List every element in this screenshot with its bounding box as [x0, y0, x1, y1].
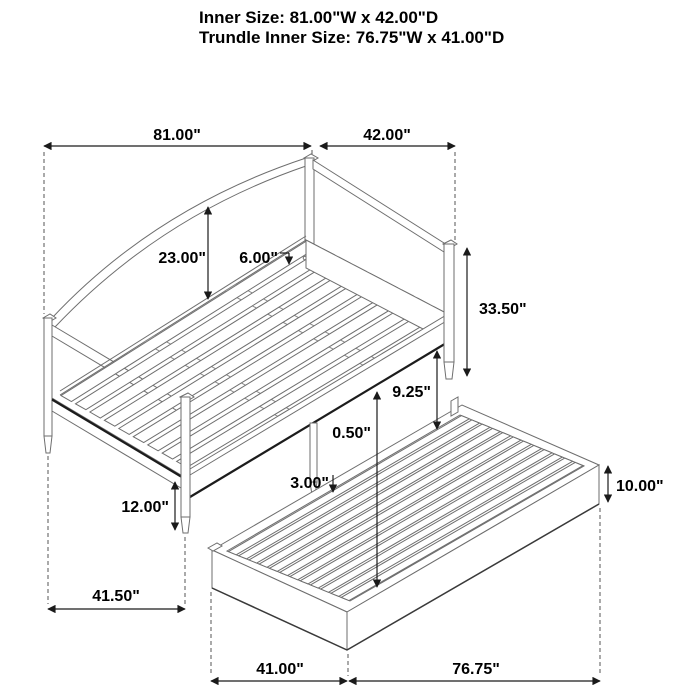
- dim-post-height: [467, 248, 527, 376]
- dim-trundle-clearance-label: 0.50": [332, 425, 371, 442]
- front-left-foot: [181, 517, 190, 533]
- center-leg: [310, 423, 317, 482]
- dim-base-depth-label: 41.50": [92, 588, 140, 605]
- right-panel-top-rail: [313, 160, 444, 252]
- dim-trundle-rail-height-label: 3.00": [290, 475, 329, 492]
- front-right-foot: [444, 362, 454, 379]
- dim-post-height-label: 33.50": [479, 301, 527, 318]
- trundle-corner-stub: [451, 397, 458, 416]
- header-inner-size: Inner Size: 81.00"W x 42.00"D: [199, 8, 439, 27]
- back-left-post: [44, 318, 52, 436]
- dim-trundle-height-label: 10.00": [616, 478, 664, 495]
- dim-leg-height: [121, 482, 175, 530]
- dim-base-depth: [48, 456, 185, 609]
- dim-trundle-rail-height: [290, 475, 333, 492]
- dim-trundle-width-label: 76.75": [452, 661, 500, 678]
- dim-bed-depth-label: 42.00": [363, 127, 411, 144]
- dim-bed-width-label: 81.00": [153, 127, 201, 144]
- center-post: [305, 158, 314, 254]
- front-left-post: [181, 397, 190, 517]
- dim-back-offset-label: 6.00": [239, 250, 278, 267]
- dim-trundle-depth-label: 41.00": [256, 661, 304, 678]
- dim-leg-height-label: 12.00": [121, 499, 169, 516]
- dim-arch-height: [158, 207, 208, 299]
- header-trundle-inner-size: Trundle Inner Size: 76.75"W x 41.00"D: [199, 28, 505, 47]
- back-left-foot: [44, 436, 52, 453]
- dim-trundle-height: [608, 466, 664, 502]
- dim-arch-height-label: 23.00": [158, 250, 206, 267]
- front-right-post: [444, 244, 454, 362]
- dim-under-bed-height-label: 9.25": [392, 384, 431, 401]
